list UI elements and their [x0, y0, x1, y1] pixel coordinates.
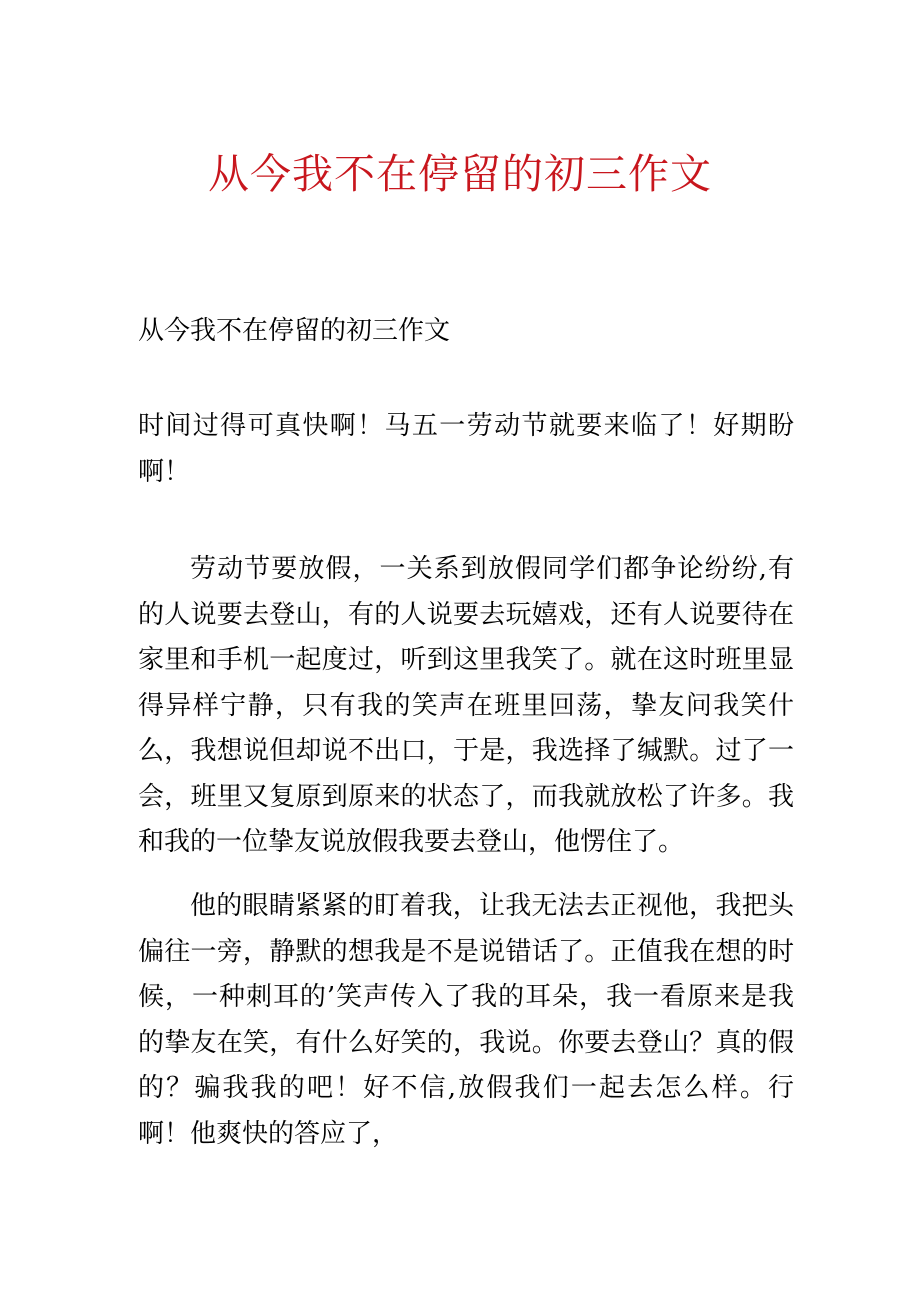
paragraph-labor-day: 劳动节要放假，一关系到放假同学们都争论纷纷,有的人说要去登山，有的人说要去玩嬉戏，还有人说要待在家里和手机一起度过，听到这里我笑了。就在这时班里显得异样宁静，只有我的笑声在班里回荡，挚友问我笑什么，我想说但却说不出口，于是，我选择了缄默。过了一会，班里又复原到原来的状态了，而我就放松了许多。我和我的一位挚友说放假我要去登山，他愣住了。	[138, 554, 794, 857]
document-subtitle: 从今我不在停留的初三作文	[138, 316, 451, 346]
paragraph-friend: 他的眼睛紧紧的盯着我，让我无法去正视他，我把头偏往一旁，静默的想我是不是说错话了。正值我在想的时候，一种刺耳的’笑声传入了我的耳朵，我一看原来是我的挚友在笑，有什么好笑的，我说。你要去登山？真的假的？骗我我的吧！好不信,放假我们一起去怎么样。行啊！他爽快的答应了，	[138, 891, 794, 1149]
document-title: 从今我不在停留的初三作文	[208, 150, 712, 198]
paragraph-intro: 时间过得可真快啊！马五一劳动节就要来临了！好期盼啊！	[138, 411, 794, 487]
